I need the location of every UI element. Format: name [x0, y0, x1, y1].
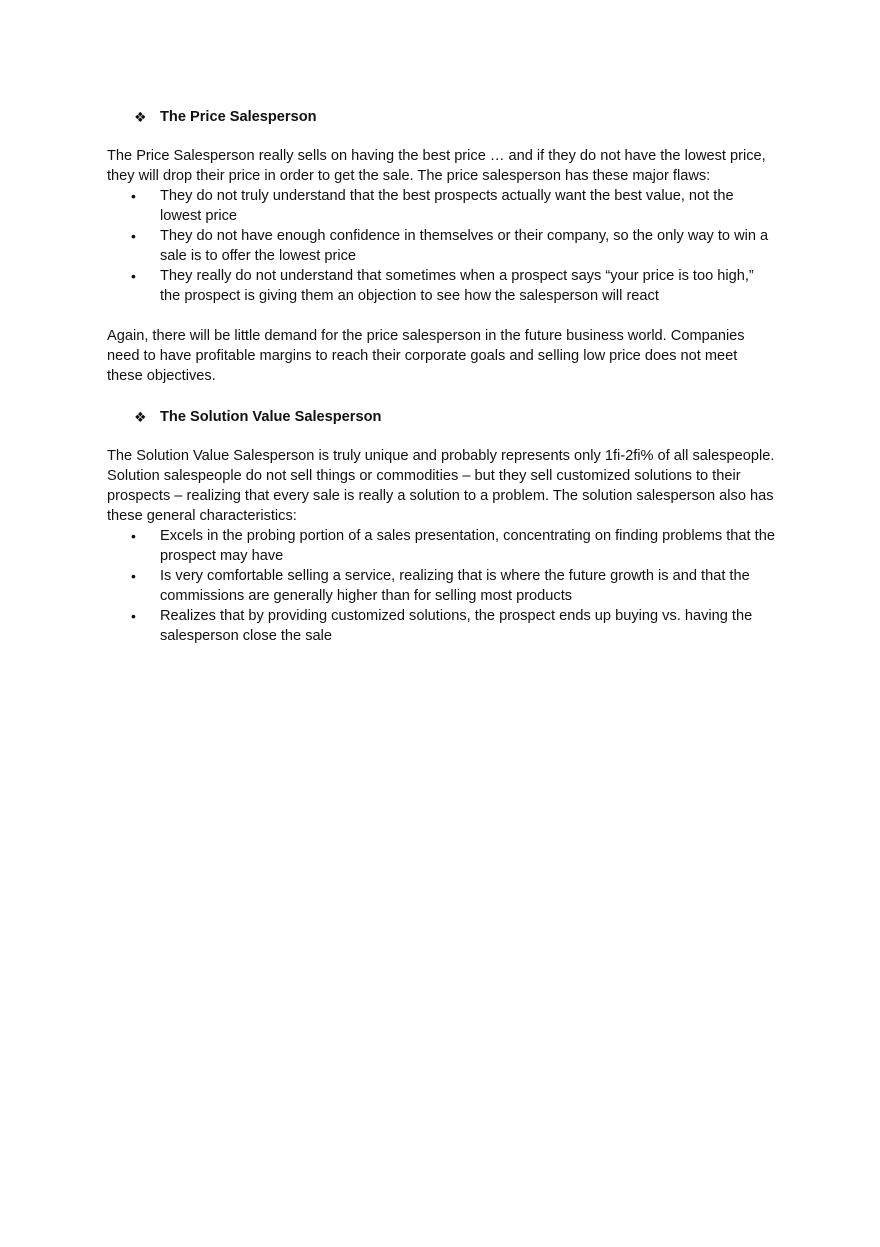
heading-text: The Price Salesperson	[160, 109, 317, 125]
paragraph-price-intro: The Price Salesperson really sells on having the best price … and if they do not have the lowest price, they will drop their price in order to get the sale. The price salesperson has these major flaws:	[107, 148, 766, 184]
list-item: • They really do not understand that sometimes when a prospect says “your price is too high,” the prospect is giving them an objection to see how the salesperson will react	[131, 268, 754, 304]
bullet-dot-icon: •	[131, 228, 136, 244]
diamond-bullet-icon: ❖	[134, 409, 147, 425]
price-flaws-list	[107, 186, 775, 306]
list-item: • Excels in the probing portion of a sales presentation, concentrating on finding problems that the prospect may have	[131, 528, 775, 564]
list-item: • Realizes that by providing customized solutions, the prospect ends up buying vs. having the salesperson close the sale	[131, 608, 753, 644]
paragraph-solution-intro: The Solution Value Salesperson is truly unique and probably represents only 1ﬁ-2ﬁ% of all salespeople. Solution salespeople do not sell things or commodities – but they sell customized solutions to their prospects – realizing that every sale is really a solution to a problem. The solution salesperson also has these general characteristics:	[107, 448, 775, 524]
bullet-dot-icon: •	[131, 188, 136, 204]
list-item: • They do not have enough confidence in themselves or their company, so the only way to win a sale is to offer the lowest price	[131, 228, 769, 264]
diamond-bullet-icon: ❖	[134, 109, 147, 125]
solution-characteristics-list	[107, 526, 775, 646]
section-heading-solution	[134, 406, 775, 428]
document-page	[107, 106, 775, 646]
heading-text: The Solution Value Salesperson	[160, 409, 382, 425]
bullet-dot-icon: •	[131, 268, 136, 284]
bullet-dot-icon: •	[131, 528, 136, 544]
bullet-dot-icon: •	[131, 608, 136, 624]
bullet-dot-icon: •	[131, 568, 136, 584]
list-item: • Is very comfortable selling a service, realizing that is where the future growth is and that the commissions are generally higher than for selling most products	[131, 568, 750, 604]
paragraph-price-closing: Again, there will be little demand for the price salesperson in the future business world. Companies need to have profitable margins to reach their corporate goals and selling low price does not meet these objectives.	[107, 328, 745, 384]
list-item: • They do not truly understand that the best prospects actually want the best value, not the lowest price	[131, 188, 734, 224]
section-heading-price	[134, 106, 775, 128]
